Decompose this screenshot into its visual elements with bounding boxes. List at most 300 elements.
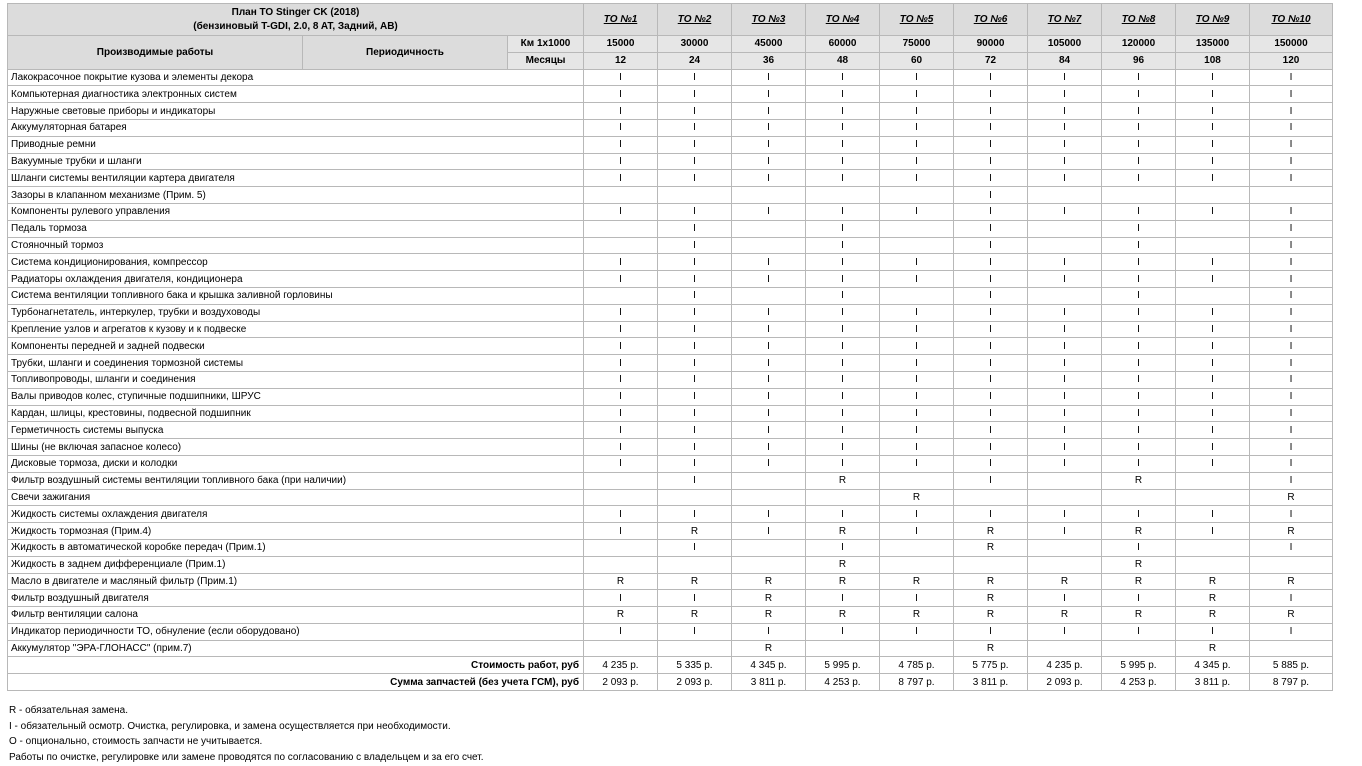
schedule-cell: R [954, 607, 1028, 624]
to-header [658, 4, 732, 36]
schedule-cell: R [1102, 607, 1176, 624]
schedule-cell: I [1176, 69, 1250, 86]
schedule-cell [732, 187, 806, 204]
schedule-cell: I [880, 590, 954, 607]
schedule-cell: I [1250, 455, 1333, 472]
schedule-cell: I [732, 304, 806, 321]
schedule-cell: I [954, 86, 1028, 103]
schedule-cell: R [1102, 523, 1176, 540]
schedule-cell: I [806, 455, 880, 472]
schedule-cell [658, 187, 732, 204]
schedule-cell [658, 489, 732, 506]
table-row [8, 338, 1333, 355]
schedule-cell: I [1176, 119, 1250, 136]
schedule-cell: I [880, 455, 954, 472]
table-row [8, 371, 1333, 388]
schedule-cell: I [732, 623, 806, 640]
work-name: Жидкость в заднем дифференциале (Прим.1) [8, 556, 584, 573]
schedule-cell: I [1250, 254, 1333, 271]
schedule-cell: R [806, 523, 880, 540]
schedule-cell: I [1250, 422, 1333, 439]
schedule-cell [584, 237, 658, 254]
schedule-cell: I [1028, 86, 1102, 103]
schedule-cell: I [1102, 304, 1176, 321]
schedule-cell: I [658, 355, 732, 372]
schedule-cell [584, 472, 658, 489]
schedule-cell: I [658, 371, 732, 388]
schedule-cell: I [732, 254, 806, 271]
schedule-cell: I [1028, 321, 1102, 338]
to-link[interactable]: ТО №4 [825, 14, 860, 25]
schedule-cell: R [658, 573, 732, 590]
schedule-cell: I [1176, 506, 1250, 523]
schedule-cell: I [1250, 439, 1333, 456]
schedule-cell [1176, 472, 1250, 489]
table-row [8, 556, 1333, 573]
schedule-cell: I [732, 321, 806, 338]
table-row [8, 455, 1333, 472]
schedule-cell: R [584, 573, 658, 590]
schedule-cell: I [806, 506, 880, 523]
schedule-cell: I [806, 388, 880, 405]
schedule-cell: I [1250, 388, 1333, 405]
schedule-cell: I [732, 103, 806, 120]
schedule-cell: R [1102, 472, 1176, 489]
schedule-cell: I [732, 170, 806, 187]
schedule-cell: I [1028, 439, 1102, 456]
totals-value: 3 811 р. [1176, 674, 1250, 691]
work-name: Компоненты передней и задней подвески [8, 338, 584, 355]
table-row [8, 472, 1333, 489]
to-link[interactable]: ТО №7 [1047, 14, 1082, 25]
schedule-cell: R [1250, 607, 1333, 624]
schedule-cell: I [584, 388, 658, 405]
schedule-cell: I [806, 153, 880, 170]
to-link[interactable]: ТО №5 [899, 14, 934, 25]
to-link[interactable]: ТО №10 [1271, 14, 1311, 25]
schedule-cell: I [658, 136, 732, 153]
work-name: Жидкость в автоматической коробке передач (Прим.1) [8, 539, 584, 556]
to-header [880, 4, 954, 36]
work-name: Фильтр воздушный системы вентиляции топливного бака (при наличии) [8, 472, 584, 489]
schedule-cell: R [732, 640, 806, 657]
work-name: Вакуумные трубки и шланги [8, 153, 584, 170]
totals-value: 5 995 р. [806, 657, 880, 674]
schedule-cell: I [806, 590, 880, 607]
schedule-cell: I [658, 304, 732, 321]
schedule-cell: I [1176, 455, 1250, 472]
schedule-cell: I [1250, 371, 1333, 388]
schedule-cell: R [806, 556, 880, 573]
schedule-cell: I [584, 271, 658, 288]
work-name: Стояночный тормоз [8, 237, 584, 254]
legend-item: O - опционально, стоимость запчасти не учитывается. [9, 736, 263, 747]
work-name: Индикатор периодичности ТО, обнуление (если оборудовано) [8, 623, 584, 640]
schedule-cell: I [806, 371, 880, 388]
schedule-cell [1176, 489, 1250, 506]
schedule-cell: I [1028, 271, 1102, 288]
table-row [8, 539, 1333, 556]
schedule-cell: I [954, 472, 1028, 489]
totals-value: 3 811 р. [732, 674, 806, 691]
schedule-cell: I [1102, 254, 1176, 271]
schedule-cell [1028, 556, 1102, 573]
schedule-cell: I [1102, 539, 1176, 556]
work-name: Компьютерная диагностика электронных систем [8, 86, 584, 103]
work-name: Лакокрасочное покрытие кузова и элементы декора [8, 69, 584, 86]
to-header [806, 4, 880, 36]
schedule-cell: I [880, 388, 954, 405]
schedule-cell: I [806, 103, 880, 120]
schedule-cell: I [658, 254, 732, 271]
schedule-cell: I [584, 136, 658, 153]
schedule-cell: I [954, 103, 1028, 120]
work-name: Педаль тормоза [8, 220, 584, 237]
work-name: Приводные ремни [8, 136, 584, 153]
schedule-cell: I [1102, 506, 1176, 523]
schedule-cell: I [1250, 237, 1333, 254]
schedule-cell: I [806, 355, 880, 372]
schedule-cell: I [880, 439, 954, 456]
to-link[interactable]: ТО №6 [973, 14, 1008, 25]
schedule-cell: I [658, 455, 732, 472]
km-header: Км 1х1000 [508, 36, 584, 53]
schedule-cell: R [1102, 573, 1176, 590]
schedule-cell: I [954, 338, 1028, 355]
schedule-cell: I [584, 170, 658, 187]
schedule-cell: I [1028, 136, 1102, 153]
to-link[interactable]: ТО №8 [1121, 14, 1156, 25]
schedule-cell [584, 556, 658, 573]
schedule-cell [584, 287, 658, 304]
totals-value: 3 811 р. [954, 674, 1028, 691]
to-link[interactable]: ТО №2 [677, 14, 712, 25]
months-value: 96 [1102, 52, 1176, 69]
schedule-cell: I [1250, 203, 1333, 220]
totals-label: Стоимость работ, руб [8, 657, 584, 674]
work-name: Жидкость тормозная (Прим.4) [8, 523, 584, 540]
work-name: Фильтр воздушный двигателя [8, 590, 584, 607]
schedule-cell: I [658, 321, 732, 338]
work-name: Свечи зажигания [8, 489, 584, 506]
schedule-cell: R [806, 573, 880, 590]
schedule-cell [1250, 640, 1333, 657]
work-name: Жидкость системы охлаждения двигателя [8, 506, 584, 523]
schedule-cell: I [1102, 321, 1176, 338]
schedule-cell: I [1028, 203, 1102, 220]
schedule-cell: I [658, 271, 732, 288]
totals-row [8, 674, 1333, 691]
schedule-cell: I [880, 254, 954, 271]
to-link[interactable]: ТО №9 [1195, 14, 1230, 25]
schedule-cell: I [1102, 153, 1176, 170]
schedule-cell: I [1176, 203, 1250, 220]
schedule-cell: I [1028, 304, 1102, 321]
schedule-cell: I [584, 304, 658, 321]
schedule-cell [806, 489, 880, 506]
schedule-cell: I [658, 237, 732, 254]
schedule-cell: I [584, 355, 658, 372]
km-value: 15000 [584, 36, 658, 53]
schedule-cell: I [1102, 388, 1176, 405]
schedule-cell: I [732, 271, 806, 288]
table-row [8, 203, 1333, 220]
schedule-cell [732, 237, 806, 254]
schedule-cell: I [1102, 237, 1176, 254]
schedule-cell [1028, 220, 1102, 237]
schedule-cell [1176, 539, 1250, 556]
schedule-cell [1028, 237, 1102, 254]
schedule-cell: I [954, 287, 1028, 304]
schedule-cell: I [1250, 170, 1333, 187]
schedule-cell: I [806, 86, 880, 103]
schedule-cell: I [1250, 338, 1333, 355]
schedule-cell: I [658, 170, 732, 187]
schedule-cell [880, 237, 954, 254]
schedule-cell: I [1176, 523, 1250, 540]
to-header [1102, 4, 1176, 36]
work-name: Фильтр вентиляции салона [8, 607, 584, 624]
schedule-cell [880, 640, 954, 657]
totals-value: 4 345 р. [1176, 657, 1250, 674]
schedule-cell: I [1250, 69, 1333, 86]
schedule-cell: I [806, 439, 880, 456]
schedule-cell: I [732, 506, 806, 523]
schedule-cell: R [806, 472, 880, 489]
totals-value: 5 335 р. [658, 657, 732, 674]
schedule-cell: I [1102, 69, 1176, 86]
months-value: 108 [1176, 52, 1250, 69]
work-name: Аккумуляторная батарея [8, 119, 584, 136]
schedule-cell: I [732, 355, 806, 372]
totals-value: 2 093 р. [658, 674, 732, 691]
schedule-cell: I [1176, 371, 1250, 388]
schedule-cell: I [880, 371, 954, 388]
schedule-cell: I [1176, 422, 1250, 439]
schedule-cell: I [1176, 388, 1250, 405]
table-row [8, 220, 1333, 237]
schedule-cell: I [806, 203, 880, 220]
totals-label: Сумма запчастей (без учета ГСМ), руб [8, 674, 584, 691]
schedule-cell: I [732, 388, 806, 405]
schedule-cell: I [806, 321, 880, 338]
schedule-cell: I [880, 355, 954, 372]
schedule-cell: I [658, 472, 732, 489]
schedule-cell [880, 287, 954, 304]
schedule-cell: I [806, 271, 880, 288]
totals-value: 5 995 р. [1102, 657, 1176, 674]
schedule-cell: I [1028, 69, 1102, 86]
schedule-cell: I [1176, 136, 1250, 153]
schedule-cell: I [954, 237, 1028, 254]
schedule-cell: I [658, 86, 732, 103]
schedule-cell: I [584, 439, 658, 456]
months-value: 36 [732, 52, 806, 69]
schedule-cell: I [1028, 590, 1102, 607]
schedule-cell: R [1176, 590, 1250, 607]
schedule-cell: I [658, 220, 732, 237]
km-value: 135000 [1176, 36, 1250, 53]
schedule-cell: I [954, 422, 1028, 439]
schedule-cell: I [1176, 271, 1250, 288]
schedule-cell: I [658, 388, 732, 405]
schedule-cell [584, 220, 658, 237]
schedule-cell: I [584, 455, 658, 472]
schedule-cell [1102, 640, 1176, 657]
totals-value: 2 093 р. [584, 674, 658, 691]
to-header [1028, 4, 1102, 36]
schedule-cell: R [584, 607, 658, 624]
table-row [8, 69, 1333, 86]
totals-value: 4 345 р. [732, 657, 806, 674]
legend-item: R - обязательная замена. [9, 705, 128, 716]
to-header [1176, 4, 1250, 36]
schedule-cell: I [1102, 271, 1176, 288]
period-header: Периодичность [303, 36, 508, 70]
schedule-cell: I [1028, 623, 1102, 640]
schedule-cell: I [732, 119, 806, 136]
schedule-cell: I [584, 506, 658, 523]
schedule-cell: I [880, 136, 954, 153]
km-value: 120000 [1102, 36, 1176, 53]
schedule-cell: I [806, 119, 880, 136]
schedule-cell: I [806, 405, 880, 422]
schedule-cell: R [1176, 640, 1250, 657]
schedule-cell: I [1250, 472, 1333, 489]
months-header: Месяцы [508, 52, 584, 69]
schedule-cell: I [658, 422, 732, 439]
schedule-cell: I [1102, 455, 1176, 472]
schedule-cell [806, 187, 880, 204]
table-row [8, 187, 1333, 204]
table-row [8, 103, 1333, 120]
schedule-cell [954, 556, 1028, 573]
months-value: 24 [658, 52, 732, 69]
schedule-cell: I [1250, 136, 1333, 153]
schedule-cell: I [732, 371, 806, 388]
schedule-cell: I [880, 86, 954, 103]
schedule-cell: I [732, 405, 806, 422]
to-link[interactable]: ТО №3 [751, 14, 786, 25]
schedule-cell: R [954, 573, 1028, 590]
schedule-cell: I [1102, 136, 1176, 153]
schedule-cell: I [584, 371, 658, 388]
schedule-cell: R [806, 607, 880, 624]
schedule-cell: I [1176, 321, 1250, 338]
work-name: Кардан, шлицы, крестовины, подвесной подшипник [8, 405, 584, 422]
to-header [1250, 4, 1333, 36]
schedule-cell: I [806, 69, 880, 86]
schedule-cell: I [954, 455, 1028, 472]
schedule-cell [880, 187, 954, 204]
schedule-cell: I [954, 321, 1028, 338]
schedule-cell: I [658, 287, 732, 304]
schedule-cell: I [1250, 153, 1333, 170]
work-name: Валы приводов колес, ступичные подшипники, ШРУС [8, 388, 584, 405]
schedule-cell: R [1028, 607, 1102, 624]
schedule-cell [1176, 237, 1250, 254]
schedule-cell: I [1250, 119, 1333, 136]
schedule-cell: I [1250, 304, 1333, 321]
schedule-cell: I [658, 590, 732, 607]
schedule-cell: I [880, 623, 954, 640]
schedule-cell: R [954, 523, 1028, 540]
schedule-cell [1102, 187, 1176, 204]
schedule-cell: I [658, 405, 732, 422]
table-row [8, 237, 1333, 254]
legend-item: Работы по очистке, регулировке или замене проводятся по согласованию с владельцем и за его счет. [9, 751, 484, 763]
schedule-cell: I [954, 371, 1028, 388]
to-header [732, 4, 806, 36]
schedule-cell: I [880, 153, 954, 170]
schedule-cell: I [1176, 355, 1250, 372]
totals-value: 8 797 р. [1250, 674, 1333, 691]
table-row [8, 119, 1333, 136]
schedule-cell: I [732, 203, 806, 220]
schedule-cell [658, 556, 732, 573]
schedule-cell [1176, 287, 1250, 304]
km-value: 45000 [732, 36, 806, 53]
schedule-cell [1176, 187, 1250, 204]
schedule-cell [732, 472, 806, 489]
schedule-cell: R [880, 607, 954, 624]
schedule-cell: I [584, 119, 658, 136]
work-name: Аккумулятор "ЭРА-ГЛОНАСС" (прим.7) [8, 640, 584, 657]
schedule-cell: I [658, 506, 732, 523]
schedule-cell: I [954, 187, 1028, 204]
schedule-cell [1176, 556, 1250, 573]
schedule-cell [584, 489, 658, 506]
schedule-cell: I [1250, 539, 1333, 556]
to-header [954, 4, 1028, 36]
work-name: Дисковые тормоза, диски и колодки [8, 455, 584, 472]
schedule-cell: R [1250, 523, 1333, 540]
schedule-cell: R [732, 590, 806, 607]
schedule-cell: I [1250, 623, 1333, 640]
months-value: 12 [584, 52, 658, 69]
totals-value: 2 093 р. [1028, 674, 1102, 691]
schedule-cell: I [584, 153, 658, 170]
schedule-cell: I [1102, 439, 1176, 456]
schedule-cell: I [1250, 405, 1333, 422]
schedule-cell: I [1250, 321, 1333, 338]
schedule-cell: I [954, 506, 1028, 523]
table-row [8, 640, 1333, 657]
schedule-cell: I [732, 455, 806, 472]
legend-item: I - обязательный осмотр. Очистка, регулировка, и замена осуществляется при необходимости. [9, 720, 451, 732]
schedule-cell: I [1028, 170, 1102, 187]
schedule-cell: I [1250, 103, 1333, 120]
schedule-cell: I [1102, 287, 1176, 304]
table-row [8, 422, 1333, 439]
work-name: Зазоры в клапанном механизме (Прим. 5) [8, 187, 584, 204]
schedule-cell: I [880, 506, 954, 523]
schedule-cell: I [1250, 271, 1333, 288]
schedule-cell: I [584, 590, 658, 607]
to-link[interactable]: ТО №1 [603, 14, 638, 25]
schedule-cell: I [732, 422, 806, 439]
schedule-cell [880, 539, 954, 556]
schedule-cell: I [658, 623, 732, 640]
schedule-cell: I [954, 69, 1028, 86]
schedule-cell: I [584, 338, 658, 355]
km-value: 75000 [880, 36, 954, 53]
table-row [8, 523, 1333, 540]
schedule-cell: R [880, 489, 954, 506]
schedule-cell: I [954, 355, 1028, 372]
totals-value: 4 235 р. [584, 657, 658, 674]
schedule-cell: I [584, 203, 658, 220]
